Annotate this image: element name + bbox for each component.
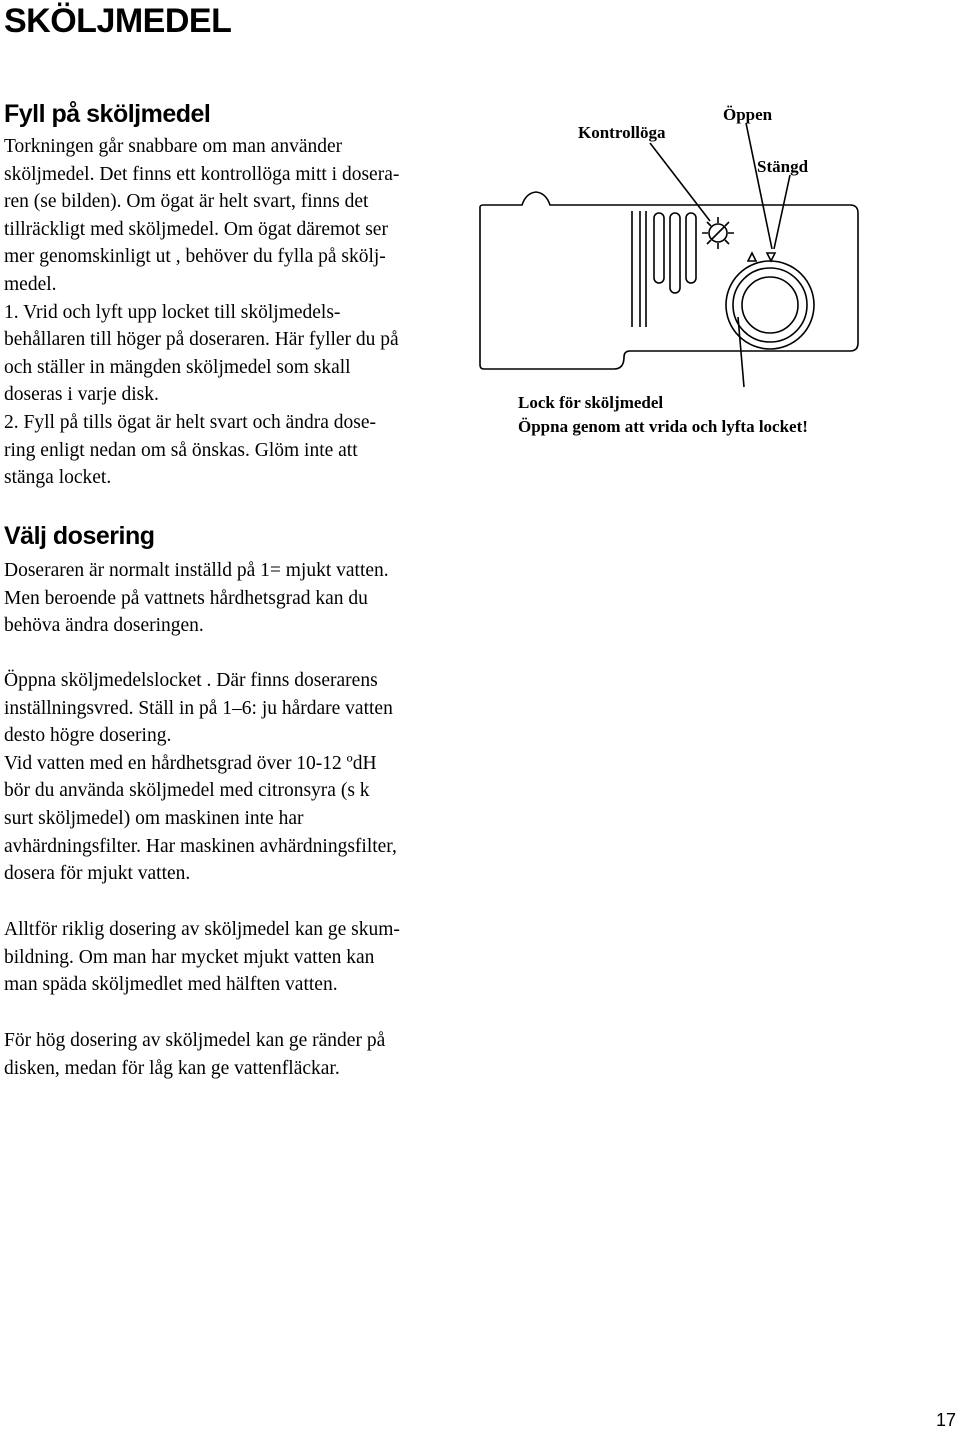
dosing-paragraph-1 xyxy=(4,557,389,640)
indicator-slots xyxy=(632,211,646,327)
dosing-paragraph-2 xyxy=(4,667,397,888)
text-line: Torkningen går snabbare om man använder xyxy=(4,136,343,157)
text-line: dosera för mjukt vatten. xyxy=(4,863,191,885)
section-heading-fill: Fyll på sköljmedel xyxy=(4,100,211,128)
text-line: Men beroende på vattnets hårdhetsgrad kan du xyxy=(4,587,368,609)
text-line: surt sköljmedel) om maskinen inte har xyxy=(4,807,304,829)
closed-marker-icon xyxy=(767,253,775,261)
caption-lid: Lock för sköljmedel xyxy=(518,393,664,412)
slot xyxy=(654,213,664,283)
slot xyxy=(686,213,696,283)
text-line: avhärdningsfilter. Har maskinen avhärdningsfilter, xyxy=(4,835,397,857)
dosing-paragraph-4 xyxy=(4,1027,385,1082)
text-line: sköljmedel. Det finns ett kontrollöga mitt i dosera- xyxy=(4,163,400,185)
rinse-aid-dispenser-diagram xyxy=(470,95,960,455)
text-line: Alltför riklig dosering av sköljmedel kan ge skum- xyxy=(4,919,400,940)
page-number: 17 xyxy=(935,1410,956,1430)
text-line: stänga locket. xyxy=(4,467,112,489)
section-heading-dosing: Välj dosering xyxy=(4,522,155,550)
leader-closed xyxy=(774,175,790,249)
open-marker-icon xyxy=(748,253,756,261)
text-line: ren (se bilden). Om ögat är helt svart, finns det xyxy=(4,191,369,213)
text-line: och ställer in mängden sköljmedel som skall xyxy=(4,356,351,378)
label-control-eye: Kontrollöga xyxy=(578,123,666,142)
caption-open-instruction: Öppna genom att vrida och lyfta locket! xyxy=(518,417,808,436)
text-line: medel. xyxy=(4,273,57,295)
leader-eye xyxy=(650,143,710,221)
text-line: behöva ändra doseringen. xyxy=(4,615,204,637)
dispenser-body xyxy=(480,192,858,369)
leader-open xyxy=(746,123,772,249)
text-line: inställningsvred. Ställ in på 1–6: ju hårdare vatten xyxy=(4,697,393,719)
text-line: man späda sköljmedlet med hälften vatten. xyxy=(4,974,338,996)
label-closed: Stängd xyxy=(757,157,809,176)
text-line: desto högre dosering. xyxy=(4,725,172,747)
text-line: disken, medan för låg kan ge vattenfläckar. xyxy=(4,1057,340,1079)
text-line: mer genomskinligt ut , behöver du fylla på skölj- xyxy=(4,246,386,268)
text-line: bildning. Om man har mycket mjukt vatten kan xyxy=(4,946,375,968)
text-line: doseras i varje disk. xyxy=(4,384,159,406)
text-line: behållaren till höger på doseraren. Här fyller du på xyxy=(4,329,399,351)
slot xyxy=(670,213,680,293)
text-line: Vid vatten med en hårdhetsgrad över 10-12 ºdH xyxy=(4,752,377,774)
dosing-paragraph-3 xyxy=(4,916,400,999)
text-line: Doseraren är normalt inställd på 1= mjukt vatten. xyxy=(4,560,389,581)
text-line: 2. Fyll på tills ögat är helt svart och ändra dose- xyxy=(4,411,377,433)
text-line: tillräckligt med sköljmedel. Om ögat däremot ser xyxy=(4,218,388,240)
text-line: 1. Vrid och lyft upp locket till sköljmedels- xyxy=(4,301,341,323)
text-line: bör du använda sköljmedel med citronsyra (s k xyxy=(4,780,370,802)
eye-rays xyxy=(702,217,734,249)
fill-instructions xyxy=(4,133,399,492)
page-title: SKÖLJMEDEL xyxy=(4,2,232,40)
text-line: För hög dosering av sköljmedel kan ge ränder på xyxy=(4,1030,386,1051)
text-line: Öppna sköljmedelslocket . Där finns doserarens xyxy=(4,670,378,691)
text-line: ring enligt nedan om så önskas. Glöm inte att xyxy=(4,439,358,461)
label-open: Öppen xyxy=(723,105,773,124)
